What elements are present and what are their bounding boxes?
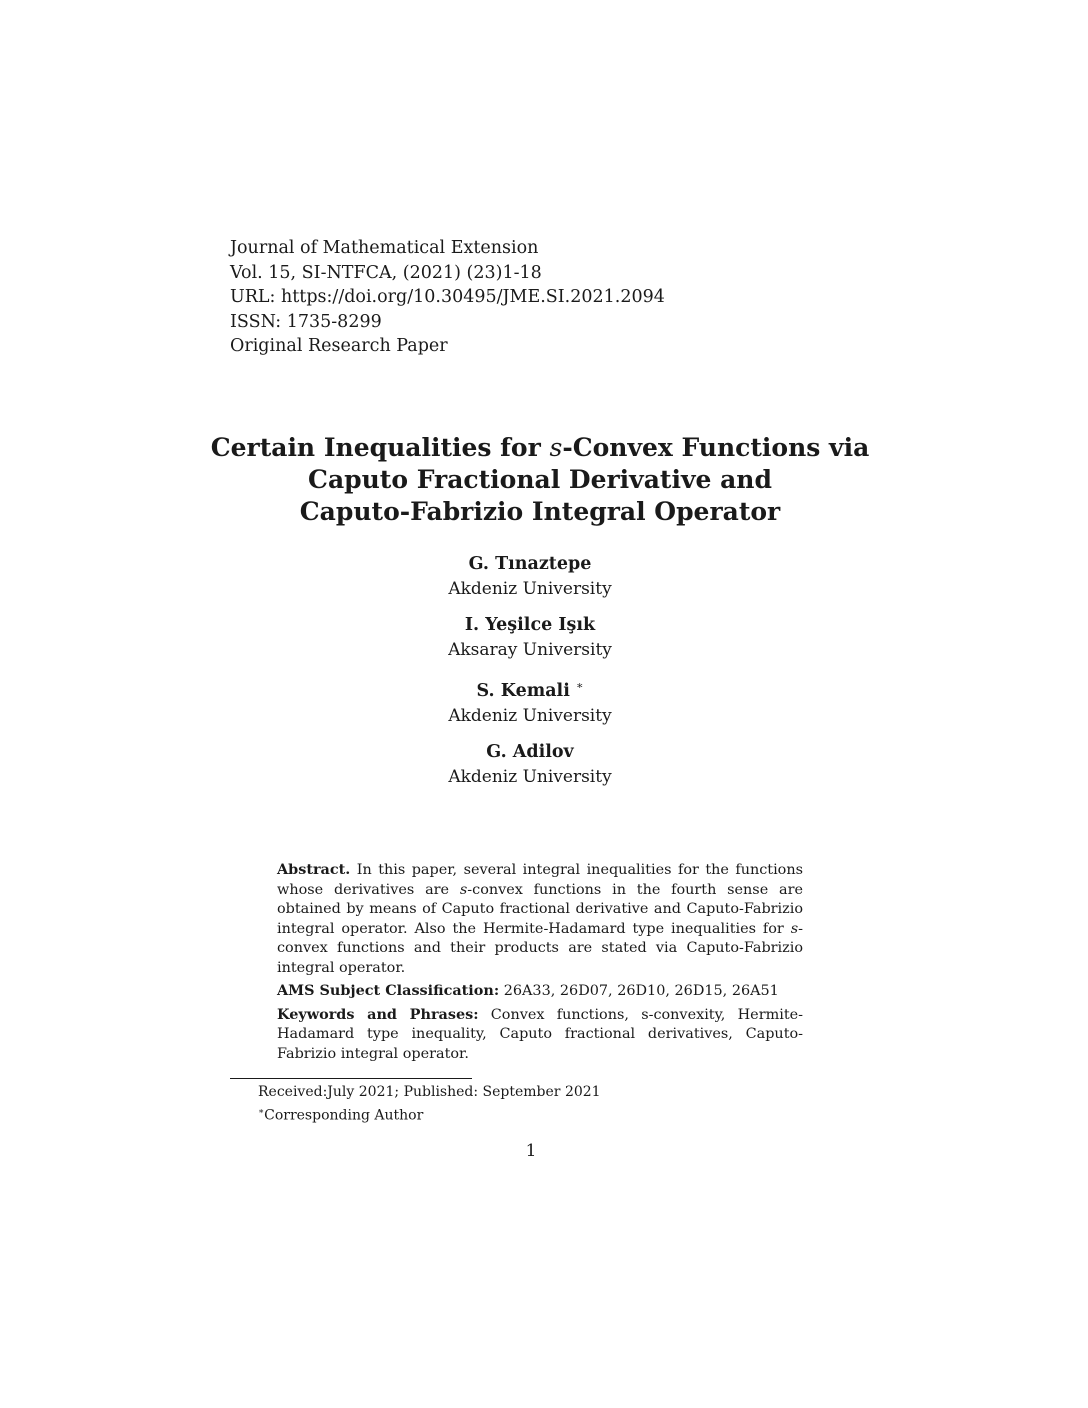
footnotes: [258, 1082, 601, 1126]
journal-header: [230, 236, 665, 359]
corresponding-mark: ∗: [575, 679, 584, 692]
footnote-corresponding: ∗Corresponding Author: [258, 1107, 424, 1124]
author-block: [330, 612, 730, 662]
footnote-divider: [230, 1078, 472, 1079]
paper-title: [180, 432, 900, 528]
author-list: [330, 551, 730, 800]
ams-classification: AMS Subject Classification: 26A33, 26D07, 26D10, 26D15, 26A51: [277, 982, 779, 999]
author-block: [330, 551, 730, 601]
author-name: G. Tınaztepe: [468, 554, 592, 574]
author-affiliation: Akdeniz University: [448, 705, 612, 726]
keywords-label: Keywords and Phrases:: [277, 1005, 479, 1023]
author-affiliation: Akdeniz University: [448, 766, 612, 787]
author-affiliation: Aksaray University: [448, 640, 612, 660]
title-line-3: Caputo-Fabrizio Integral Operator: [299, 497, 781, 526]
abstract-paragraph: Abstract. In this paper, several integral inequalities for the functions whose derivatives are s-convex functions in the fourth sense are obtained by means of Caputo fractional derivative and Caputo-Fabrizio integral operator. Also the Hermite-Hadamard type inequalities for s-convex functions and their products are stated via Caputo-Fabrizio integral operator.: [277, 861, 803, 976]
abstract-section: [277, 860, 803, 1067]
paper-type: Original Research Paper: [230, 336, 448, 356]
author-name: I. Yeşilce Işık: [464, 615, 596, 635]
author-block: [330, 739, 730, 789]
journal-issn: ISSN: 1735-8299: [230, 311, 382, 332]
journal-name: Journal of Mathematical Extension: [230, 238, 539, 258]
author-affiliation: Akdeniz University: [448, 579, 612, 599]
page-number: 1: [525, 1141, 537, 1161]
journal-volume: Vol. 15, SI-NTFCA, (2021) (23)1-18: [230, 262, 542, 283]
ams-label: AMS Subject Classification:: [277, 982, 500, 999]
author-block: [330, 673, 730, 728]
footnote-dates: Received:July 2021; Published: September 2021: [258, 1084, 601, 1100]
title-line-2: Caputo Fractional Derivative and: [308, 465, 772, 494]
author-name: S. Kemali ∗: [476, 679, 584, 701]
journal-url[interactable]: URL: https://doi.org/10.30495/JME.SI.2021.2094: [230, 287, 665, 307]
author-name: G. Adilov: [486, 741, 574, 762]
title-line-1: Certain Inequalities for s-Convex Functions via: [210, 433, 870, 462]
abstract-label: Abstract.: [277, 861, 351, 878]
keywords: Keywords and Phrases: Convex functions, s-convexity, Hermite-Hadamard type inequality, Caputo fractional derivatives, Caputo-Fabrizio integral operator.: [277, 1005, 803, 1062]
